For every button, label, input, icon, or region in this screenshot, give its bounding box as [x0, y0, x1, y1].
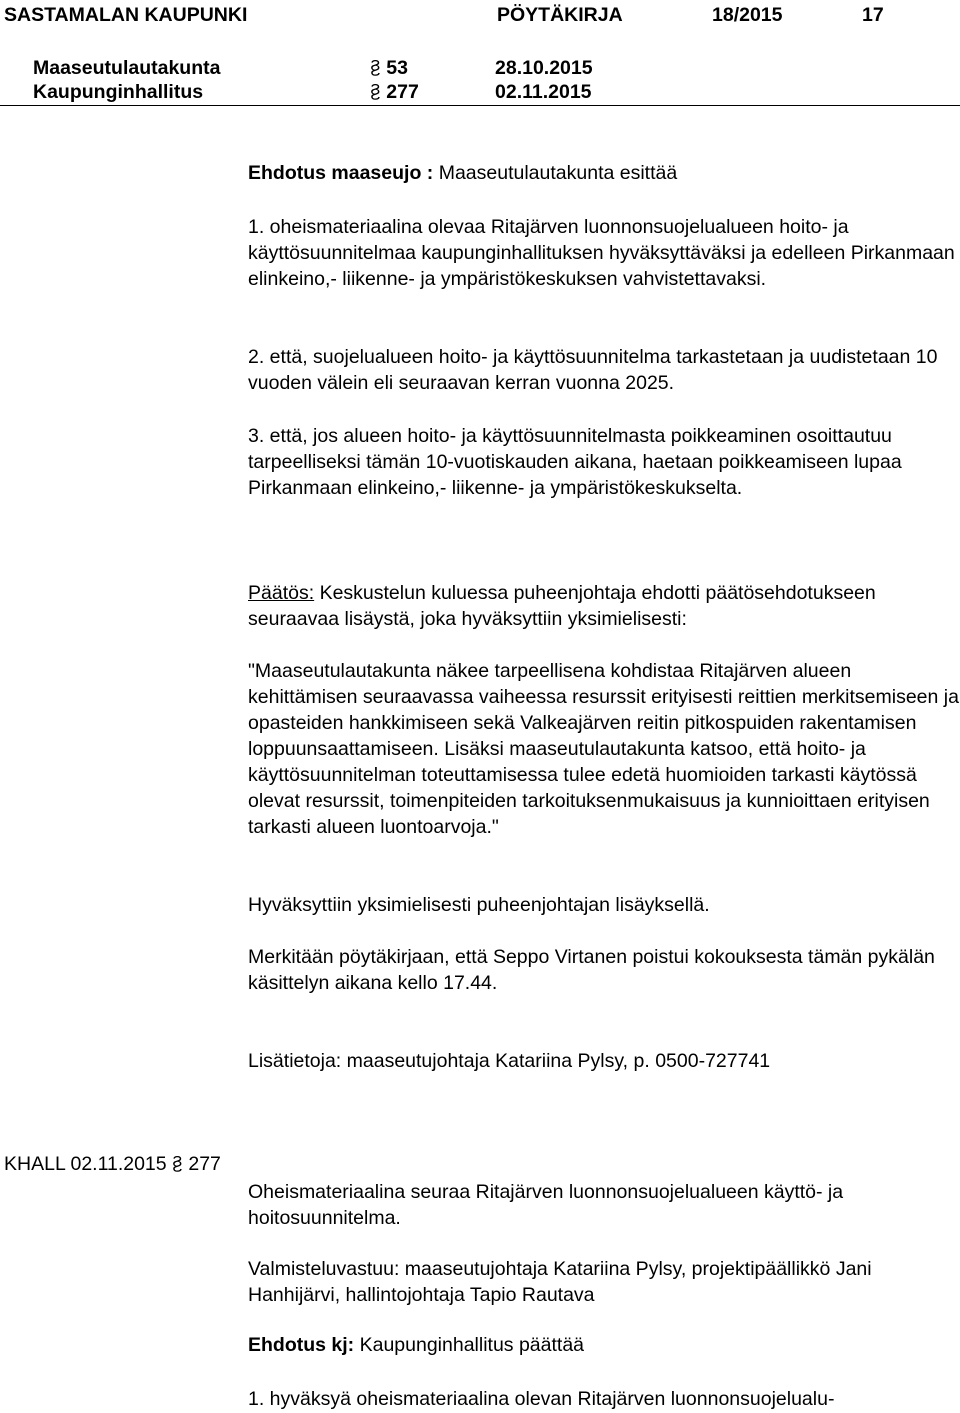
header-date-2: 02.11.2015	[495, 81, 592, 103]
header-body-1: Maaseutulautakunta	[33, 57, 221, 79]
proposal-line	[248, 162, 677, 185]
doc-type: PÖYTÄKIRJA	[497, 4, 623, 26]
decision-label: Päätös:	[248, 582, 315, 604]
decision-info: Lisätietoja: maaseutujohtaja Katariina Pylsy, p. 0500-727741	[248, 1050, 771, 1072]
doc-number: 18/2015	[712, 4, 783, 26]
org-name: SASTAMALAN KAUPUNKI	[4, 4, 248, 26]
header-date-1: 28.10.2015	[495, 57, 593, 79]
page-number: 17	[862, 4, 884, 26]
header-section-1: § 53	[370, 57, 408, 79]
decision-intro	[248, 580, 960, 632]
decision-text: Keskustelun kuluessa puheenjohtaja ehdotti päätösehdotukseen seuraavaa lisäystä, joka hyväksyttiin yksimielisesti:	[248, 582, 876, 630]
header-body-2: Kaupunginhallitus	[33, 81, 204, 103]
khall-item-1: 1. hyväksyä oheismateriaalina olevan Ritajärven luonnonsuojelualu-	[248, 1388, 835, 1410]
section-sign: §	[370, 57, 381, 79]
proposal-item-2: 2. että, suojelualueen hoito- ja käyttösuunnitelma tarkastetaan ja uudistetaan 10 vuoden välein eli seuraavan kerran vuonna 2025.	[248, 346, 938, 394]
decision-approved: Hyväksyttiin yksimielisesti puheenjohtajan lisäyksellä.	[248, 894, 710, 916]
decision-note: Merkitään pöytäkirjaan, että Seppo Virtanen poistui kokouksesta tämän pykälän käsittelyn aikana kello 17.44.	[248, 946, 935, 994]
khall-heading: KHALL 02.11.2015 § 277	[4, 1153, 221, 1175]
proposal-label: Ehdotus maaseujo :	[248, 162, 434, 184]
khall-proposal-label: Ehdotus kj:	[248, 1334, 355, 1356]
header-section-2: § 277	[370, 81, 419, 103]
khall-preparer: Valmisteluvastuu: maaseutujohtaja Katariina Pylsy, projektipäällikkö Jani Hanhijärvi, hallintojohtaja Tapio Rautava	[248, 1258, 872, 1306]
decision-quote: "Maaseutulautakunta näkee tarpeellisena kohdistaa Ritajärven alueen kehittämisen seuraavassa vaiheessa resurssit erityisesti reittien merkitsemiseen ja opasteiden hankkimiseen sekä Valkeajärven reitin pitkospuiden rakentamisen loppuunsaattamiseen. Lisäksi maaseutulautakunta katsoo, että hoito- ja käyttösuunnitelman toteuttamisessa tulee edetä huomioiden tarkasti käytössä olevat resurssit, toimenpiteiden tarkoituksenmukaisuus ja kunnioittaen erityisen tarkasti alueen luontoarvoja."	[248, 660, 959, 838]
khall-attachment: Oheismateriaalina seuraa Ritajärven luonnonsuojelualueen käyttö- ja hoitosuunnitelma.	[248, 1181, 844, 1229]
section-sign: §	[172, 1153, 183, 1175]
khall-proposal	[248, 1334, 584, 1357]
khall-proposal-text: Kaupunginhallitus päättää	[359, 1334, 585, 1356]
section-sign: §	[370, 81, 381, 103]
header-divider	[0, 105, 960, 106]
proposal-item-3: 3. että, jos alueen hoito- ja käyttösuunnitelmasta poikkeaminen osoittautuu tarpeelliseksi tämän 10-vuotiskauden aikana, haetaan poikkeamiseen lupaa Pirkanmaan elinkeino,- liikenne- ja ympäristökeskukselta.	[248, 425, 902, 499]
proposal-item-1: 1. oheismateriaalina olevaa Ritajärven luonnonsuojelualueen hoito- ja käyttösuunnitelmaa kaupunginhallituksen hyväksyttäväksi ja edelleen Pirkanmaan elinkeino,- liikenne- ja ympäristökeskuksen vahvistettavaksi.	[248, 216, 955, 290]
proposal-text: Maaseutulautakunta esittää	[438, 162, 678, 184]
